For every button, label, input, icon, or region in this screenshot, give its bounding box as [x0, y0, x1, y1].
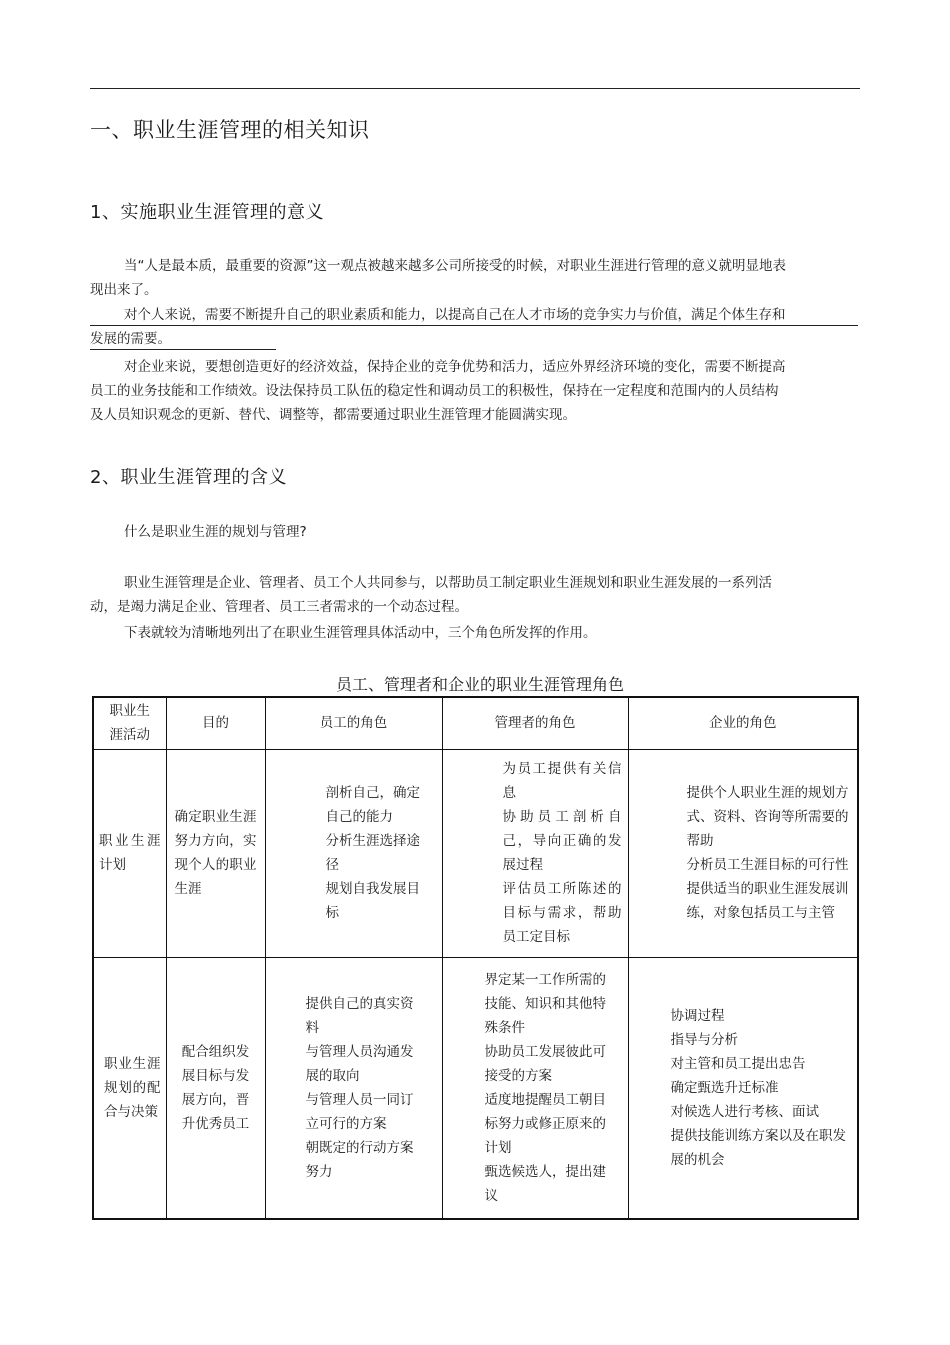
row2-activity: 职业生涯规划的配合与决策 [93, 957, 166, 1219]
list-item: 协助员工剖析自己，导向正确的发展过程 [502, 809, 622, 873]
section1-paragraph-3: 对企业来说，要想创造更好的经济效益，保持企业的竞争优势和活力，适应外界经济环境的变化，需要不断提高员工的业务技能和工作绩效。设法保持员工队伍的稳定性和调动员工的积极性，保持在一定程度和范围内的人员结构及人员知识观念的更新、替代、调整等，都需要通过职业生涯管理才能圆满实现。 [90, 359, 786, 423]
header-activity: 职业生涯活动 [93, 697, 166, 749]
list-item: 对主管和员工提出忠告 [670, 1055, 806, 1072]
list-item: 甄选候选人，提出建议 [484, 1163, 606, 1204]
header-rule [90, 88, 860, 89]
section2-title: 2、职业生涯管理的含义 [90, 467, 287, 488]
row1-activity: 职业生涯计划 [93, 749, 166, 957]
main-heading: 一、职业生涯管理的相关知识 [90, 118, 370, 142]
section2-paragraph-1: 职业生涯管理是企业、管理者、员工个人共同参与，以帮助员工制定职业生涯规划和职业生涯发展的一系列活动，是竭力满足企业、管理者、员工三者需求的一个动态过程。 [90, 575, 772, 615]
list-item: 提供技能训练方案以及在职发展的机会 [670, 1127, 846, 1168]
section1-paragraph-2: 对个人来说，需要不断提升自己的职业素质和能力，以提高自己在人才市场的竞争实力与价值，满足个体生存和发展的需要。 [90, 307, 786, 347]
header-company: 企业的角色 [628, 697, 858, 749]
underline-rule-short [90, 349, 276, 350]
list-item: 指导与分析 [670, 1031, 738, 1048]
list-item: 协调过程 [670, 1007, 725, 1024]
row2-company [628, 957, 858, 1219]
list-item: 提供适当的职业生涯发展训练，对象包括员工与主管 [686, 881, 849, 921]
table-row [93, 749, 858, 957]
row1-employee [265, 749, 442, 957]
list-item: 分析员工生涯目标的可行性 [686, 857, 849, 873]
list-item: 剖析自己，确定自己的能力 [325, 785, 420, 825]
row2-employee [265, 957, 442, 1219]
list-item: 与管理人员沟通发展的取向 [305, 1043, 414, 1084]
row1-company [628, 749, 858, 957]
list-item: 协助员工发展彼此可接受的方案 [484, 1043, 606, 1084]
header-manager: 管理者的角色 [442, 697, 628, 749]
list-item: 提供自己的真实资料 [305, 995, 414, 1036]
underline-rule [90, 325, 858, 326]
list-item: 确定甄选升迁标准 [670, 1079, 779, 1096]
section1-title: 1、实施职业生涯管理的意义 [90, 202, 324, 223]
list-item: 对候选人进行考核、面试 [670, 1103, 819, 1120]
row2-manager [442, 957, 628, 1219]
list-item: 规划自我发展目标 [325, 881, 420, 921]
header-employee: 员工的角色 [265, 697, 442, 749]
table-header-row [93, 697, 858, 749]
row2-purpose: 配合组织发展目标与发展方向，晋升优秀员工 [166, 957, 265, 1219]
list-item: 提供个人职业生涯的规划方式、资料、咨询等所需要的帮助 [686, 785, 849, 849]
section1-paragraph-1: 当“人是最本质，最重要的资源”这一观点被越来越多公司所接受的时候，对职业生涯进行管理的意义就明显地表现出来了。 [90, 258, 786, 298]
table-caption: 员工、管理者和企业的职业生涯管理角色 [335, 675, 624, 694]
list-item: 与管理人员一同订立可行的方案 [305, 1091, 414, 1132]
header-purpose: 目的 [166, 697, 265, 749]
list-item: 界定某一工作所需的技能、知识和其他特殊条件 [484, 971, 606, 1036]
table-row [93, 957, 858, 1219]
row1-purpose: 确定职业生涯努力方向，实现个人的职业生涯 [166, 749, 265, 957]
section2-question: 什么是职业生涯的规划与管理? [124, 524, 307, 540]
roles-table [92, 696, 859, 1220]
list-item: 分析生涯选择途径 [325, 833, 420, 873]
list-item: 为员工提供有关信息 [502, 761, 622, 801]
list-item: 适度地提醒员工朝目标努力或修正原来的计划 [484, 1091, 606, 1156]
list-item: 朝既定的行动方案努力 [305, 1139, 414, 1180]
section2-paragraph-2: 下表就较为清晰地列出了在职业生涯管理具体活动中，三个角色所发挥的作用。 [124, 625, 597, 641]
list-item: 评估员工所陈述的目标与需求，帮助员工定目标 [502, 881, 622, 945]
row1-manager [442, 749, 628, 957]
